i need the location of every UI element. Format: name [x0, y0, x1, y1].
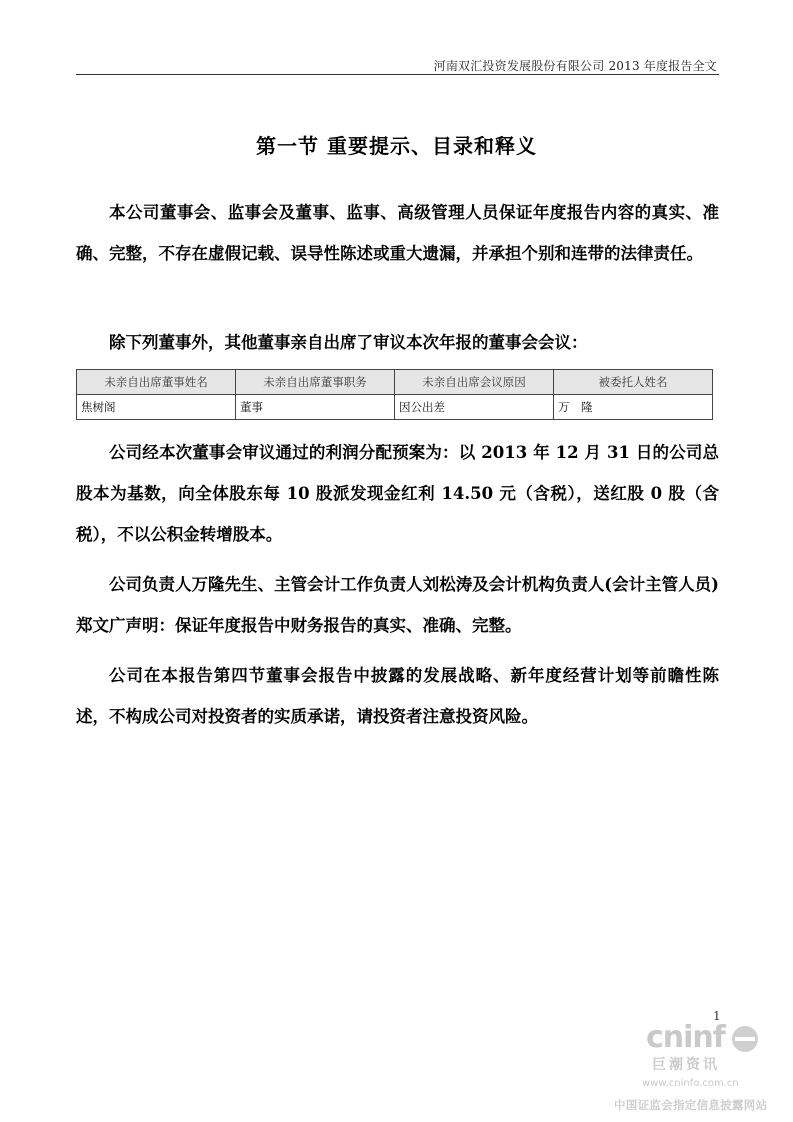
table-cell: 万 隆	[554, 395, 713, 420]
watermark-url: www.cninfo.com.cn	[642, 1078, 739, 1089]
watermark-site: 中国证监会指定信息披露网站	[614, 1098, 768, 1112]
absent-directors-table	[76, 369, 713, 420]
paragraph-forward-looking: 公司在本报告第四节董事会报告中披露的发展战略、新年度经营计划等前瞻性陈述，不构成公司对投资者的实质承诺，请投资者注意投资风险。	[76, 666, 719, 726]
table-cell: 焦树阁	[77, 395, 236, 420]
table-cell: 董事	[236, 395, 395, 420]
page-number: 1	[713, 1009, 721, 1023]
header-cell: 被委托人姓名	[554, 370, 713, 395]
header-cell: 未亲自出席会议原因	[395, 370, 554, 395]
header-cell: 未亲自出席董事职务	[236, 370, 395, 395]
watermark-name: 巨潮资讯	[652, 1057, 720, 1073]
table-row	[77, 395, 713, 420]
paragraph-profit-distribution: 公司经本次董事会审议通过的利润分配预案为：以 2013 年 12 月 31 日的公司总股本为基数，向全体股东每 10 股派发现金红利 14.50 元（含税），送红股 0 股（含税），不以公积金转增股本。	[76, 443, 719, 544]
running-header: 河南双汇投资发展股份有限公司 2013 年度报告全文	[433, 59, 717, 73]
watermark-logo: cninf	[646, 1020, 725, 1055]
paragraph-financial-statement: 公司负责人万隆先生、主管会计工作负责人刘松涛及会计机构负责人(会计主管人员)郑文广声明：保证年度报告中财务报告的真实、准确、完整。	[76, 575, 719, 635]
header-divider	[76, 74, 719, 75]
cninfo-watermark	[612, 1020, 772, 1120]
table-cell: 因公出差	[395, 395, 554, 420]
section-title: 第一节 重要提示、目录和释义	[256, 134, 537, 158]
header-cell: 未亲自出席董事姓名	[77, 370, 236, 395]
table-header-row	[77, 370, 713, 395]
cninfo-logo-icon	[732, 1026, 758, 1052]
paragraph-absent-directors: 除下列董事外，其他董事亲自出席了审议本次年报的董事会会议：	[109, 333, 588, 352]
paragraph-responsibility: 本公司董事会、监事会及董事、监事、高级管理人员保证年度报告内容的真实、准确、完整，不存在虚假记载、误导性陈述或重大遗漏，并承担个别和连带的法律责任。	[76, 203, 719, 263]
